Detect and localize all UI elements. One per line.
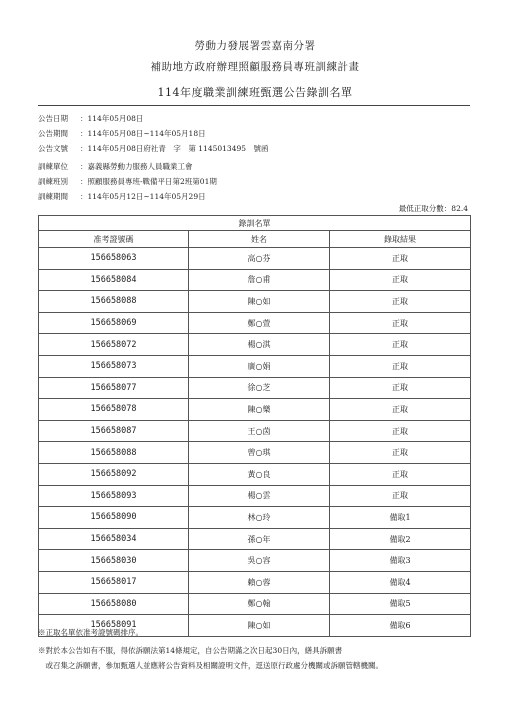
- result-cell: 備取4: [330, 571, 471, 593]
- table-row: [39, 334, 471, 356]
- result-cell: 正取: [330, 420, 471, 442]
- exam-id-cell: 156658080: [39, 593, 189, 615]
- exam-id-cell: 156658030: [39, 550, 189, 572]
- name-cell: 高○芬: [189, 248, 330, 270]
- table-row: [39, 291, 471, 313]
- document-title: 114年度職業訓練班甄選公告錄訓名單: [157, 86, 353, 99]
- table-row: [39, 593, 471, 615]
- col-header-name: 姓名: [189, 231, 330, 248]
- exam-id-cell: 156658034: [39, 528, 189, 550]
- name-cell: 林○玲: [189, 507, 330, 529]
- min-score-label: 最低正取分數: [398, 204, 444, 213]
- name-cell: 曾○琪: [189, 442, 330, 464]
- exam-id-cell: 156658078: [39, 399, 189, 421]
- result-cell: 備取6: [330, 615, 471, 637]
- name-cell: 陳○樂: [189, 399, 330, 421]
- result-cell: 備取2: [330, 528, 471, 550]
- exam-id-cell: 156658084: [39, 269, 189, 291]
- result-cell: 備取5: [330, 593, 471, 615]
- result-cell: 備取1: [330, 507, 471, 529]
- name-cell: 吳○容: [189, 550, 330, 572]
- announce-docno-label: 公告文號: [38, 144, 68, 153]
- result-cell: 正取: [330, 399, 471, 421]
- table-row: [39, 269, 471, 291]
- name-cell: 徐○芝: [189, 377, 330, 399]
- result-cell: 正取: [330, 269, 471, 291]
- footnote-appeal-2: 或召集之訴願書，參加甄選人並應將公告資料及相關證明文件，逕送原行政處分機關或訴願管轄機關。: [38, 661, 383, 670]
- name-cell: 黃○良: [189, 463, 330, 485]
- table-row: [39, 463, 471, 485]
- exam-id-cell: 156658072: [39, 334, 189, 356]
- result-cell: 正取: [330, 355, 471, 377]
- col-header-result: 錄取結果: [330, 231, 471, 248]
- exam-id-cell: 156658063: [39, 248, 189, 270]
- training-period: [38, 192, 206, 202]
- exam-id-cell: 156658093: [39, 485, 189, 507]
- table-row: [39, 312, 471, 334]
- training-unit: [38, 162, 193, 172]
- name-cell: 鄭○萱: [189, 312, 330, 334]
- program-title: 補助地方政府辦理照顧服務員專班訓練計畫: [150, 61, 360, 73]
- announce-period-value: ：114年05月08日~114年05月18日: [80, 129, 206, 138]
- table-row: [39, 420, 471, 442]
- min-score: [399, 203, 468, 214]
- announce-date: [38, 114, 143, 124]
- result-cell: 正取: [330, 291, 471, 313]
- title-divider: [38, 105, 470, 106]
- announce-period: [38, 129, 206, 139]
- exam-id-cell: 156658077: [39, 377, 189, 399]
- result-cell: 正取: [330, 334, 471, 356]
- result-cell: 正取: [330, 377, 471, 399]
- name-cell: 楊○雲: [189, 485, 330, 507]
- name-cell: 楊○淇: [189, 334, 330, 356]
- table-row: [39, 248, 471, 270]
- name-cell: 陳○如: [189, 615, 330, 637]
- announce-period-label: 公告期間: [38, 129, 68, 138]
- training-unit-label: 訓練單位: [38, 162, 68, 171]
- name-cell: 詹○甫: [189, 269, 330, 291]
- training-class-value: ：照顧服務員專班-戰備平日第2班第01期: [80, 177, 217, 186]
- exam-id-cell: 156658088: [39, 442, 189, 464]
- table-row: [39, 485, 471, 507]
- result-cell: 正取: [330, 248, 471, 270]
- table-row: [39, 528, 471, 550]
- exam-id-cell: 156658073: [39, 355, 189, 377]
- exam-id-cell: 156658087: [39, 420, 189, 442]
- exam-id-cell: 156658090: [39, 507, 189, 529]
- agency-title: 勞動力發展署雲嘉南分署: [194, 40, 316, 52]
- name-cell: 孫○年: [189, 528, 330, 550]
- result-cell: 正取: [330, 485, 471, 507]
- name-cell: 賴○蓉: [189, 571, 330, 593]
- announce-date-value: ：114年05月08日: [80, 114, 144, 123]
- announce-date-label: 公告日期: [38, 114, 68, 123]
- exam-id-cell: 156658017: [39, 571, 189, 593]
- training-period-label: 訓練期間: [38, 192, 68, 201]
- result-cell: 正取: [330, 463, 471, 485]
- name-cell: 鄭○翰: [189, 593, 330, 615]
- table-row: [39, 507, 471, 529]
- table-row: [39, 377, 471, 399]
- exam-id-cell: 156658088: [39, 291, 189, 313]
- exam-id-cell: 156658092: [39, 463, 189, 485]
- result-cell: 正取: [330, 312, 471, 334]
- min-score-value: ：82.4: [443, 204, 468, 213]
- table-row: [39, 442, 471, 464]
- result-cell: 正取: [330, 442, 471, 464]
- training-class: [38, 177, 217, 187]
- table-row: [39, 550, 471, 572]
- training-class-label: 訓練班別: [38, 177, 68, 186]
- name-cell: 陳○如: [189, 291, 330, 313]
- col-header-exam-id: 准考證號碼: [39, 231, 189, 248]
- result-cell: 備取3: [330, 550, 471, 572]
- exam-id-cell: 156658091: [39, 615, 189, 637]
- table-row: [39, 399, 471, 421]
- announce-docno: [38, 144, 269, 154]
- footnote-sort: ※正取名單依准考證號碼排序。: [38, 628, 143, 637]
- name-cell: 王○茵: [189, 420, 330, 442]
- training-period-value: ：114年05月12日~114年05月29日: [80, 192, 206, 201]
- footnote-appeal-1: ※對於本公告如有不服，得依訴願法第14條規定，自公告期滿之次日起30日內，繕具訴願書: [38, 646, 343, 655]
- table-row: [39, 571, 471, 593]
- table-caption: 錄訓名單: [39, 216, 471, 231]
- announce-docno-value: ：114年05月08日府社青 字 第 1145013495 號函: [80, 144, 269, 153]
- table-row: [39, 355, 471, 377]
- name-cell: 廣○娟: [189, 355, 330, 377]
- training-unit-value: ：嘉義縣勞動力服務人員職業工會: [80, 162, 193, 171]
- admission-table: [38, 215, 471, 637]
- exam-id-cell: 156658069: [39, 312, 189, 334]
